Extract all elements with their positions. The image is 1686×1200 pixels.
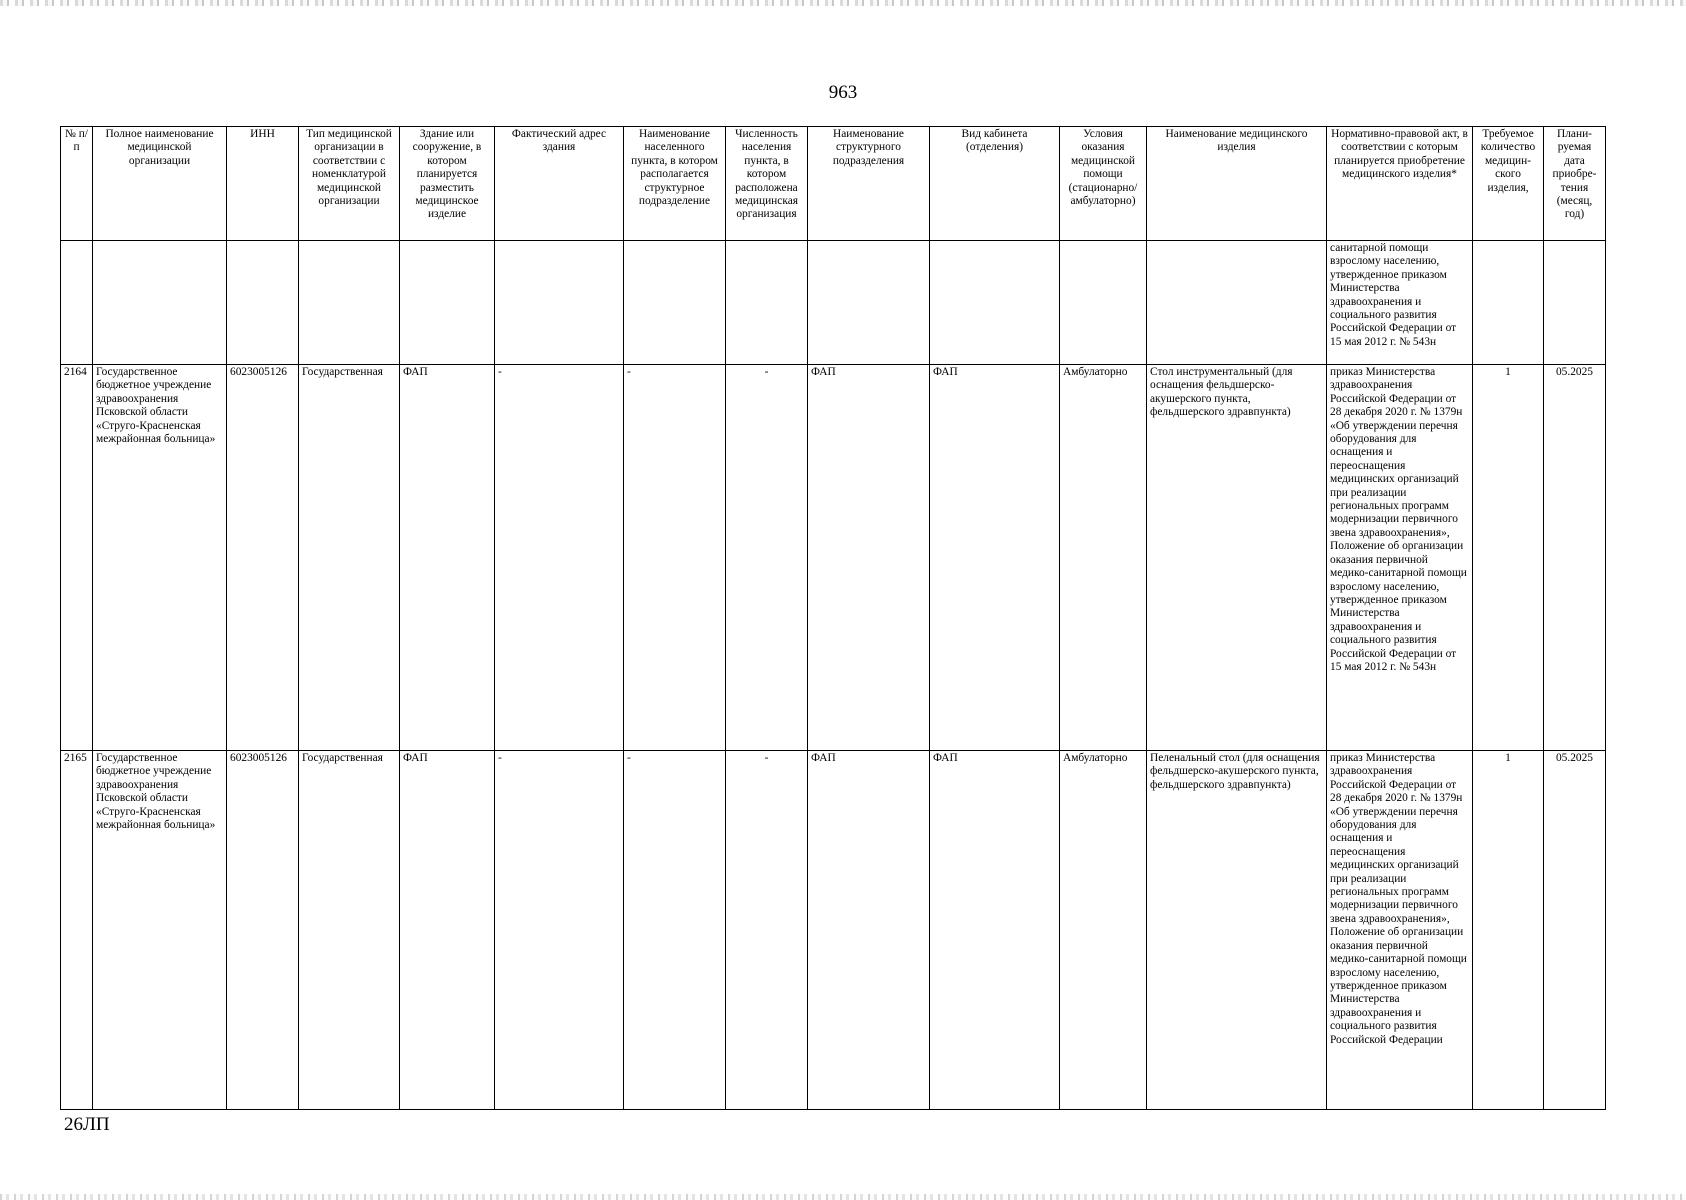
row-conditions: Амбулаторно <box>1060 751 1147 1110</box>
header-conditions: Условия оказания медицинской помощи (стационарно/ амбулаторно) <box>1060 127 1147 241</box>
header-building: Здание или сооружение, в котором планируется разместить медицинское изделие <box>400 127 495 241</box>
row-cabinet: ФАП <box>930 751 1060 1110</box>
row-inn: 6023005126 <box>227 365 299 751</box>
row-building: ФАП <box>400 751 495 1110</box>
row-quantity: 1 <box>1473 365 1544 751</box>
row-address: - <box>495 365 624 751</box>
header-device: Наименование медицинского изделия <box>1147 127 1327 241</box>
header-cabinet: Вид кабинета (отделения) <box>930 127 1060 241</box>
header-subdivision: Наименование структурного подразделения <box>808 127 930 241</box>
row-settlement: - <box>624 365 726 751</box>
row-inn: 6023005126 <box>227 751 299 1110</box>
continuation-act: санитарной помощи взрослому населению, утвержденное приказом Министерства здравоохранения и социального развития Российской Федерации от 15 мая 2012 г. № 543н <box>1327 241 1473 365</box>
header-act: Нормативно-правовой акт, в соответствии с которым планируется приобретение медицинского изделия* <box>1327 127 1473 241</box>
header-population: Численность населения пункта, в котором расположена медицинская организация <box>726 127 808 241</box>
header-address: Фактический адрес здания <box>495 127 624 241</box>
header-settlement: Наименование населенного пункта, в котором располагается структурное подразделение <box>624 127 726 241</box>
row-cabinet: ФАП <box>930 365 1060 751</box>
table-row <box>61 751 1606 1110</box>
row-type: Государственная <box>299 365 400 751</box>
row-building: ФАП <box>400 365 495 751</box>
row-type: Государственная <box>299 751 400 1110</box>
row-subdivision: ФАП <box>808 365 930 751</box>
scan-edge-top <box>0 0 1686 6</box>
row-settlement: - <box>624 751 726 1110</box>
row-address: - <box>495 751 624 1110</box>
row-org: Государственное бюджетное учреждение здравоохранения Псковской области «Струго-Красненская межрайонная больница» <box>93 365 227 751</box>
row-date: 05.2025 <box>1544 365 1606 751</box>
row-act: приказ Министерства здравоохранения Российской Федерации от 28 декабря 2020 г. № 1379н «Об утверждении перечня оборудования для оснащения и переоснащения медицинских организаций при реализации региональных программ модернизации первичного звена здравоохранения», Положение об организации оказания первичной медико-санитарной помощи взрослому населению, утвержденное приказом Министерства здравоохранения и социального развития Российской Федерации <box>1327 751 1473 1110</box>
header-date: Плани-руемая дата приобре-тения (месяц, год) <box>1544 127 1606 241</box>
row-num: 2165 <box>61 751 93 1110</box>
row-population: - <box>726 751 808 1110</box>
row-org: Государственное бюджетное учреждение здравоохранения Псковской области «Струго-Красненская межрайонная больница» <box>93 751 227 1110</box>
row-act: приказ Министерства здравоохранения Российской Федерации от 28 декабря 2020 г. № 1379н «Об утверждении перечня оборудования для оснащения и переоснащения медицинских организаций при реализации региональных программ модернизации первичного звена здравоохранения», Положение об организации оказания первичной медико-санитарной помощи взрослому населению, утвержденное приказом Министерства здравоохранения и социального развития Российской Федерации от 15 мая 2012 г. № 543н <box>1327 365 1473 751</box>
header-quantity: Требуемое количество медицин-ского изделия, <box>1473 127 1544 241</box>
row-device: Стол инструментальный (для оснащения фельдшерско-акушерского пункта, фельдшерского здравпункта) <box>1147 365 1327 751</box>
row-population: - <box>726 365 808 751</box>
header-org: Полное наименование медицинской организации <box>93 127 227 241</box>
footer-code: 26ЛП <box>64 1114 110 1135</box>
continuation-row <box>61 241 1606 365</box>
row-subdivision: ФАП <box>808 751 930 1110</box>
row-date: 05.2025 <box>1544 751 1606 1110</box>
scan-edge-bottom <box>0 1194 1686 1200</box>
row-quantity: 1 <box>1473 751 1544 1110</box>
header-num: № п/п <box>61 127 93 241</box>
header-inn: ИНН <box>227 127 299 241</box>
row-conditions: Амбулаторно <box>1060 365 1147 751</box>
header-type: Тип медицинской организации в соответствии с номенклатурой медицинской организации <box>299 127 400 241</box>
header-row <box>61 127 1606 241</box>
row-device: Пеленальный стол (для оснащения фельдшерско-акушерского пункта, фельдшерского здравпункта) <box>1147 751 1327 1110</box>
table-row <box>61 365 1606 751</box>
row-num: 2164 <box>61 365 93 751</box>
equipment-table <box>60 126 1606 1110</box>
page-number: 963 <box>828 82 858 103</box>
